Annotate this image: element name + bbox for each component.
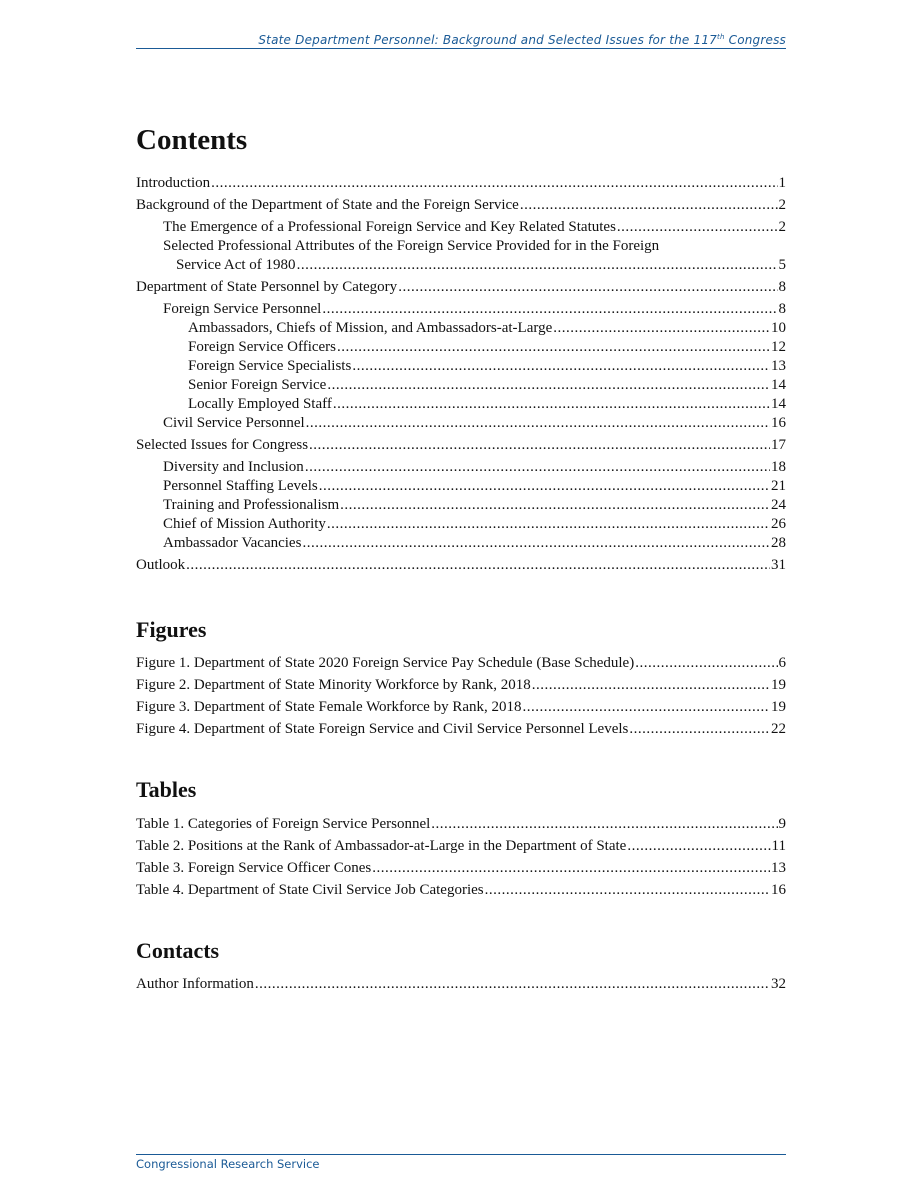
contents-list	[136, 174, 786, 575]
contacts-list	[136, 975, 786, 994]
header-superscript: th	[717, 33, 725, 41]
figures-list	[136, 654, 786, 739]
toc-entry-civil[interactable]: Civil Service Personnel ..... 16	[136, 414, 786, 433]
contacts-heading: Contacts	[136, 938, 220, 963]
toc-entry-diversity[interactable]: Diversity and Inclusion ..... 18	[136, 458, 786, 477]
figure-entry[interactable]: Figure 2. Department of State Minority Workforce by Rank, 2018 ..... 19	[136, 676, 786, 695]
toc-entry-category[interactable]: Department of State Personnel by Category ..... 8	[136, 278, 786, 297]
table-entry[interactable]: Table 3. Foreign Service Officer Cones ..... 13	[136, 859, 786, 878]
figure-entry[interactable]: Figure 1. Department of State 2020 Foreign Service Pay Schedule (Base Schedule) ..... 6	[136, 654, 786, 673]
figures-heading: Figures	[136, 617, 207, 642]
toc-entry-vacancies[interactable]: Ambassador Vacancies ..... 28	[136, 534, 786, 553]
running-header	[136, 33, 786, 49]
toc-entry-staffing[interactable]: Personnel Staffing Levels ..... 21	[136, 477, 786, 496]
toc-entry-issues[interactable]: Selected Issues for Congress ..... 17	[136, 436, 786, 455]
toc-entry-attributes[interactable]: Selected Professional Attributes of the Foreign Service Provided for in the Foreign	[163, 238, 660, 254]
figure-entry[interactable]: Figure 3. Department of State Female Workforce by Rank, 2018 ..... 19	[136, 698, 786, 717]
toc-entry-ambassadors[interactable]: Ambassadors, Chiefs of Mission, and Ambassadors-at-Large ..... 10	[136, 319, 786, 338]
figure-entry[interactable]: Figure 4. Department of State Foreign Service and Civil Service Personnel Levels ..... 22	[136, 720, 786, 739]
page-footer: Congressional Research Service	[136, 1154, 786, 1171]
toc-entry-emergence[interactable]: The Emergence of a Professional Foreign Service and Key Related Statutes ..... 2	[136, 218, 786, 237]
tables-heading: Tables	[136, 777, 197, 802]
toc-entry-attributes-cont[interactable]: Service Act of 1980 ..... 5	[136, 256, 786, 275]
table-entry[interactable]: Table 1. Categories of Foreign Service Personnel ..... 9	[136, 815, 786, 834]
toc-entry-outlook[interactable]: Outlook ..... 31	[136, 556, 786, 575]
table-entry[interactable]: Table 2. Positions at the Rank of Ambassador-at-Large in the Department of State ..... 11	[136, 837, 786, 856]
toc-entry-les[interactable]: Locally Employed Staff ..... 14	[136, 395, 786, 414]
toc-entry-fso[interactable]: Foreign Service Officers ..... 12	[136, 338, 786, 357]
contents-heading: Contents	[136, 124, 248, 156]
toc-entry-fs-personnel[interactable]: Foreign Service Personnel ..... 8	[136, 300, 786, 319]
toc-entry-training[interactable]: Training and Professionalism ..... 24	[136, 496, 786, 515]
toc-entry-sfs[interactable]: Senior Foreign Service ..... 14	[136, 376, 786, 395]
contact-entry[interactable]: Author Information ..... 32	[136, 975, 786, 994]
header-title-end: Congress	[724, 33, 786, 47]
tables-list	[136, 815, 786, 900]
toc-entry-com[interactable]: Chief of Mission Authority ..... 26	[136, 515, 786, 534]
toc-entry-fss[interactable]: Foreign Service Specialists ..... 13	[136, 357, 786, 376]
header-title: State Department Personnel: Background and Selected Issues for the 117	[258, 33, 718, 47]
toc-entry-introduction[interactable]: Introduction ..... 1	[136, 174, 786, 193]
toc-entry-background[interactable]: Background of the Department of State and the Foreign Service ..... 2	[136, 196, 786, 215]
table-entry[interactable]: Table 4. Department of State Civil Service Job Categories ..... 16	[136, 881, 786, 900]
